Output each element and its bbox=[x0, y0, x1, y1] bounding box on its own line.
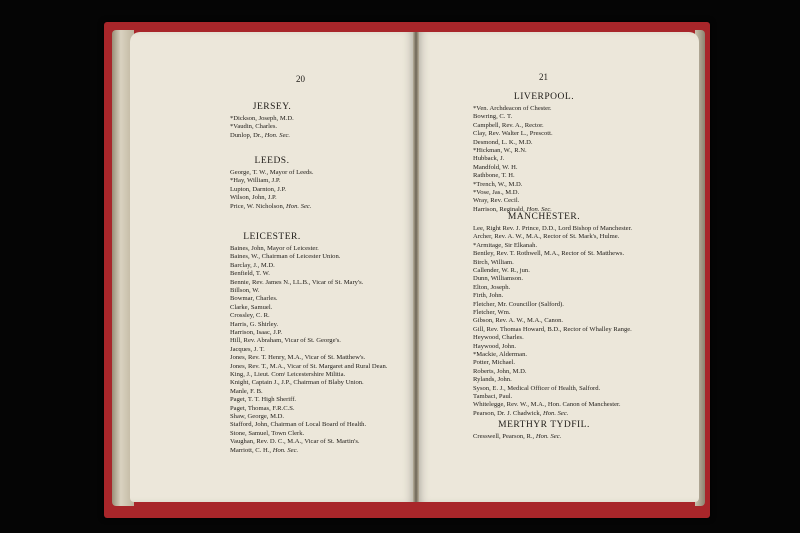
member-entry bbox=[473, 165, 518, 172]
member-entry bbox=[230, 322, 278, 329]
member-entry bbox=[473, 360, 515, 367]
member-entry bbox=[230, 448, 298, 455]
member-name: Cresswell, Pearson, R., bbox=[473, 433, 536, 440]
member-entry bbox=[473, 251, 624, 258]
member-name: Barclay, J., M.D. bbox=[230, 261, 275, 269]
member-entry bbox=[473, 106, 552, 113]
hon-sec-label: Hon. Sec. bbox=[526, 205, 552, 213]
member-name: Lupton, Darnton, J.P. bbox=[230, 185, 287, 193]
member-name: Campbell, Rev. A., Rector. bbox=[473, 121, 544, 129]
member-entry bbox=[473, 335, 524, 342]
member-entry bbox=[230, 389, 263, 396]
member-name: Bentley, Rev. T. Rothwell, M.A., Rector of St. Matthews. bbox=[473, 250, 625, 258]
member-name: Bennie, Rev. James N., LL.B., Vicar of St. Mary's. bbox=[230, 278, 364, 286]
member-entry bbox=[230, 124, 277, 131]
member-name: Birch, William. bbox=[473, 258, 514, 266]
member-name: Firth, John. bbox=[473, 292, 504, 300]
member-name: *Armitage, Sir Elkanah. bbox=[473, 241, 538, 249]
member-entry bbox=[230, 330, 282, 337]
section-heading: MERTHYR TYDFIL. bbox=[498, 420, 590, 430]
member-entry bbox=[473, 377, 512, 384]
member-name: Rathbone, T. H. bbox=[473, 172, 515, 180]
member-name: Bowring, C. T. bbox=[473, 113, 513, 121]
member-entry bbox=[473, 352, 527, 359]
member-entry bbox=[473, 198, 519, 205]
member-name: Mandfold, W. H. bbox=[473, 163, 518, 171]
member-name: Elton, Joseph. bbox=[473, 283, 511, 291]
member-entry bbox=[230, 170, 314, 177]
member-entry bbox=[230, 397, 296, 404]
member-name: Harrison, Reginald, bbox=[473, 205, 527, 213]
member-name: *Trench, W., M.D. bbox=[473, 180, 523, 188]
member-entry bbox=[230, 263, 275, 270]
member-name: Jones, Rev. T. Henry, M.A., Vicar of St. Matthew's. bbox=[230, 354, 366, 362]
member-entry bbox=[230, 116, 294, 123]
member-entry bbox=[473, 190, 519, 197]
member-entry bbox=[230, 271, 270, 278]
member-entry bbox=[230, 355, 365, 362]
member-name: *Ven. Archdeacon of Chester. bbox=[473, 105, 552, 112]
member-entry bbox=[473, 268, 530, 275]
member-name: Callender, W. R., jun. bbox=[473, 267, 530, 274]
member-entry bbox=[473, 131, 553, 138]
member-entry bbox=[473, 411, 568, 418]
member-entry bbox=[473, 260, 514, 267]
member-entry bbox=[473, 394, 512, 401]
member-name: Manle, F. B. bbox=[230, 387, 263, 395]
member-name: Knight, Captain J., J.P., Chairman of Blaby Union. bbox=[230, 379, 364, 387]
member-name: Harrison, Isaac, J.P. bbox=[230, 329, 283, 336]
member-entry bbox=[230, 422, 366, 429]
section-heading: LEEDS. bbox=[254, 156, 290, 166]
member-name: *Hickman, W., R.N. bbox=[473, 147, 527, 154]
member-entry bbox=[230, 372, 345, 379]
member-name: *Hay, William, J.P. bbox=[230, 177, 281, 185]
member-entry bbox=[473, 386, 600, 393]
book-gutter bbox=[413, 32, 419, 502]
section-heading: MANCHESTER. bbox=[507, 212, 581, 222]
member-name: George, T. W., Mayor of Leeds. bbox=[230, 169, 314, 176]
member-entry bbox=[473, 140, 533, 147]
member-entry bbox=[473, 318, 563, 325]
member-name: Stafford, John, Chairman of Local Board of Health. bbox=[230, 421, 367, 429]
page-number: 20 bbox=[296, 74, 305, 84]
member-name: Dunlop, Dr., bbox=[230, 131, 265, 139]
member-entry bbox=[230, 338, 341, 345]
section-heading: LEICESTER. bbox=[243, 232, 301, 242]
member-entry bbox=[230, 254, 340, 261]
member-entry bbox=[230, 178, 280, 185]
member-entry bbox=[230, 414, 284, 421]
member-entry bbox=[230, 204, 312, 211]
member-entry bbox=[473, 182, 522, 189]
member-name: Roberts, John, M.D. bbox=[473, 367, 527, 375]
member-entry bbox=[473, 402, 621, 409]
member-name: *Vose, Jas., M.D. bbox=[473, 189, 520, 196]
member-name: Archer, Rev. A. W., M.A., Rector of St. Mark's, Hulme. bbox=[473, 233, 620, 241]
member-name: Gill, Rev. Thomas Howard, B.D., Rector of Whalley Range. bbox=[473, 325, 632, 333]
member-name: Fletcher, Mr. Councillor (Salford). bbox=[473, 300, 564, 308]
member-name: Baines, John, Mayor of Leicester. bbox=[230, 245, 319, 252]
member-name: Pearson, Dr. J. Chadwick, bbox=[473, 409, 543, 417]
section-heading: JERSEY. bbox=[252, 102, 292, 112]
member-name: Paget, T. T. High Sheriff. bbox=[230, 396, 297, 404]
member-name: Paget, Thomas, F.R.C.S. bbox=[230, 404, 295, 412]
member-name: Vaughan, Rev. D. C., M.A., Vicar of St. Martin's. bbox=[230, 438, 360, 446]
member-name: Rylands, John. bbox=[473, 376, 512, 384]
member-entry bbox=[473, 302, 564, 309]
hon-sec-label: Hon. Sec. bbox=[286, 202, 312, 210]
member-entry bbox=[473, 243, 537, 250]
member-name: Crossley, C. R. bbox=[230, 312, 270, 320]
member-name: Lee, Right Rev. J. Prince, D.D., Lord Bishop of Manchester. bbox=[473, 225, 633, 232]
member-name: Desmond, L. K., M.D. bbox=[473, 138, 533, 146]
member-name: Shaw, George, M.D. bbox=[230, 413, 285, 420]
member-entry bbox=[473, 156, 504, 163]
member-entry bbox=[230, 296, 278, 303]
member-entry bbox=[473, 114, 512, 121]
member-entry bbox=[230, 133, 290, 140]
member-name: Tambaci, Paul. bbox=[473, 393, 513, 400]
member-name: Price, W. Nicholson, bbox=[230, 202, 287, 210]
member-name: Harris, G. Shirley. bbox=[230, 320, 279, 328]
member-entry bbox=[230, 380, 364, 387]
member-name: Bowmar, Charles. bbox=[230, 295, 278, 303]
member-entry bbox=[473, 148, 527, 155]
member-entry bbox=[473, 434, 561, 441]
member-entry bbox=[230, 439, 360, 446]
member-entry bbox=[473, 310, 511, 317]
member-entry bbox=[230, 431, 304, 438]
member-entry bbox=[473, 293, 503, 300]
member-entry bbox=[473, 327, 632, 334]
member-name: Baines, W., Chairman of Leicester Union. bbox=[230, 253, 341, 261]
member-entry bbox=[230, 347, 265, 354]
member-name: Hubback, J. bbox=[473, 155, 505, 163]
member-name: Fletcher, Wm. bbox=[473, 309, 511, 316]
member-name: Jacques, J. T. bbox=[230, 345, 265, 353]
member-name: Benfield, T. W. bbox=[230, 270, 270, 278]
member-entry bbox=[230, 305, 272, 312]
member-name: Syson, E. J., Medical Officer of Health, Salford. bbox=[473, 384, 601, 392]
member-name: Whitelegge, Rev. W., M.A., Hon. Canon of Manchester. bbox=[473, 401, 621, 409]
member-entry bbox=[473, 369, 526, 376]
member-name: *Dickson, Joseph, M.D. bbox=[230, 115, 294, 122]
member-entry bbox=[230, 187, 286, 194]
member-name: Stone, Samuel, Town Clerk. bbox=[230, 429, 305, 437]
member-entry bbox=[230, 195, 277, 202]
hon-sec-label: Hon. Sec. bbox=[264, 131, 291, 139]
member-entry bbox=[473, 344, 516, 351]
member-entry bbox=[230, 288, 260, 295]
member-name: Gibson, Rev. A. W., M.A., Canon. bbox=[473, 317, 564, 325]
section-heading: LIVERPOOL. bbox=[513, 92, 575, 102]
member-name: *Vaudin, Charles. bbox=[230, 123, 278, 131]
member-entry bbox=[473, 234, 619, 241]
member-name: Wilson, John, J.P. bbox=[230, 194, 277, 202]
member-entry bbox=[473, 123, 544, 130]
member-name: *Mackie, Alderman. bbox=[473, 351, 528, 358]
member-name: Hill, Rev. Abraham, Vicar of St. George's. bbox=[230, 337, 341, 345]
member-entry bbox=[473, 285, 510, 292]
member-name: Potter, Michael. bbox=[473, 359, 516, 367]
page-number: 21 bbox=[539, 72, 548, 82]
member-entry bbox=[230, 280, 363, 287]
member-name: Dunn, Williamson. bbox=[473, 275, 523, 283]
member-name: Clay, Rev. Walter L., Prescott. bbox=[473, 130, 553, 138]
member-entry bbox=[230, 364, 387, 371]
hon-sec-label: Hon. Sec. bbox=[272, 446, 299, 454]
hon-sec-label: Hon. Sec. bbox=[535, 433, 562, 440]
left-page bbox=[130, 32, 415, 502]
member-name: Billson, W. bbox=[230, 287, 260, 294]
member-name: Jones, Rev. T., M.A., Vicar of St. Margaret and Rural Dean. bbox=[230, 362, 388, 370]
right-page bbox=[417, 32, 699, 502]
member-entry bbox=[230, 406, 295, 413]
member-name: Marriott, C. H., bbox=[230, 446, 273, 454]
member-entry bbox=[473, 173, 515, 180]
member-name: King, J., Lieut. Comᵗ Leicestershire Militia. bbox=[230, 371, 346, 378]
member-name: Heywood, Charles. bbox=[473, 334, 524, 342]
member-entry bbox=[230, 313, 270, 320]
hon-sec-label: Hon. Sec. bbox=[542, 409, 569, 417]
member-entry bbox=[230, 246, 319, 253]
member-entry bbox=[473, 276, 523, 283]
member-name: Clarke, Samuel. bbox=[230, 303, 273, 311]
member-name: Wray, Rev. Cecil. bbox=[473, 197, 520, 205]
member-entry bbox=[473, 226, 632, 233]
member-name: Haywood, John. bbox=[473, 342, 517, 350]
